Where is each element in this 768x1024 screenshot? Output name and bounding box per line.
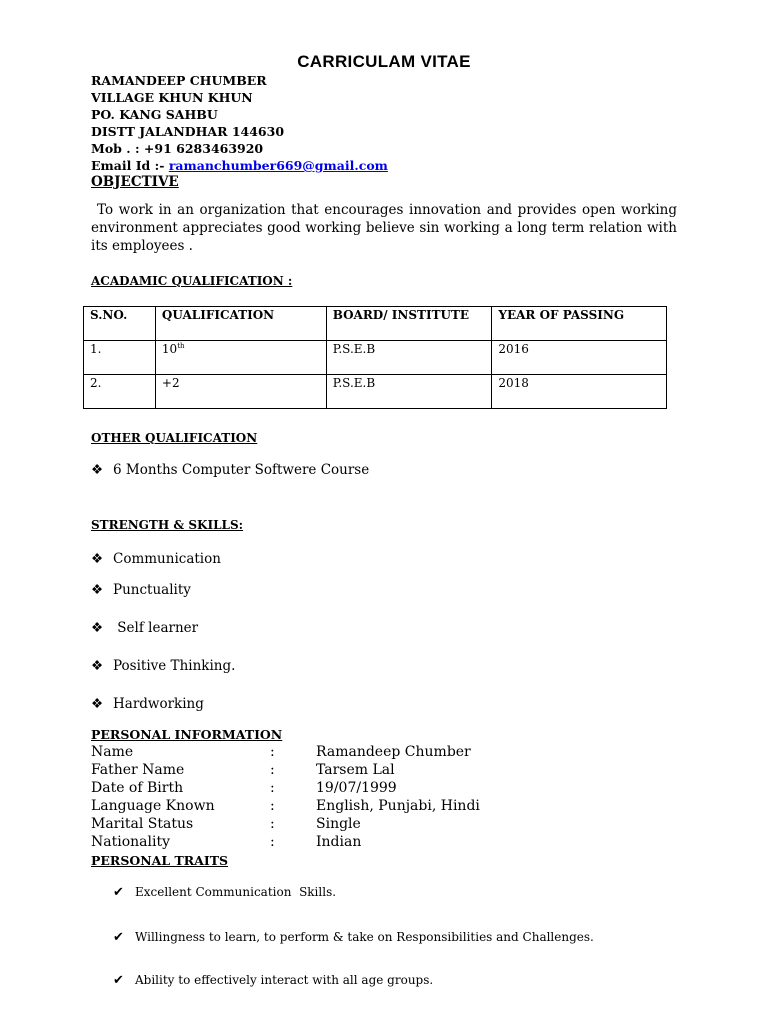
cell-qualification [155,341,326,375]
cell-sno: 1. [84,341,156,375]
info-colon: : [270,816,275,832]
list-item-text: Punctuality [113,582,191,598]
info-label-language: Language Known [91,798,215,814]
cell-board: P.S.E.B [326,341,492,375]
academic-heading: ACADAMIC QUALIFICATION : [91,274,293,288]
info-value-marital-status: Single [316,816,361,832]
table-row [84,375,667,409]
list-item-text: Communication [113,551,221,567]
cell-year: 2018 [492,375,667,409]
checkmark-icon: ✔ [113,930,124,945]
info-value-father-name: Tarsem Lal [316,762,395,778]
qualification-superscript: th [177,342,185,350]
other-qualification-heading: OTHER QUALIFICATION [91,431,258,445]
list-item-text: Hardworking [113,696,204,712]
column-header-board: BOARD/ INSTITUTE [326,307,492,341]
list-item-text: Positive Thinking. [113,658,236,674]
list-item [113,885,336,900]
objective-text: To work in an organization that encourages innovation and provides open working environment appreciates good working believe sin working a long term relation with its employees . [91,202,677,254]
diamond-bullet-icon: ❖ [91,620,104,636]
diamond-bullet-icon: ❖ [91,582,104,598]
list-item [91,582,191,598]
list-item-text: Excellent Communication Skills. [135,885,337,899]
academic-table [83,306,667,409]
info-value-nationality: Indian [316,834,362,850]
info-colon: : [270,780,275,796]
column-header-sno: S.NO. [84,307,156,341]
diamond-bullet-icon: ❖ [91,462,104,478]
info-colon: : [270,744,275,760]
table-row [84,341,667,375]
info-label-father-name: Father Name [91,762,185,778]
objective-heading: OBJECTIVE [91,174,179,190]
info-value-language: English, Punjabi, Hindi [316,798,480,814]
checkmark-icon: ✔ [113,973,124,988]
info-colon: : [270,762,275,778]
email-label: Email Id :- [91,158,165,173]
list-item-text: Self learner [113,620,199,636]
info-label-name: Name [91,744,134,760]
address-line-3: DISTT JALANDHAR 144630 [91,124,285,139]
column-header-qualification: QUALIFICATION [155,307,326,341]
info-value-name: Ramandeep Chumber [316,744,471,760]
email-link[interactable]: ramanchumber669@gmail.com [168,158,388,173]
list-item [91,462,369,478]
personal-info-heading: PERSONAL INFORMATION [91,727,283,742]
list-item [113,973,433,988]
address-line-1: VILLAGE KHUN KHUN [91,90,253,105]
info-value-dob: 19/07/1999 [316,780,397,796]
list-item [91,620,198,636]
info-label-nationality: Nationality [91,834,170,850]
mobile-number: Mob . : +91 6283463920 [91,141,264,156]
email-row [91,157,388,174]
info-colon: : [270,834,275,850]
cell-year: 2016 [492,341,667,375]
info-label-dob: Date of Birth [91,780,184,796]
diamond-bullet-icon: ❖ [91,696,104,712]
skills-heading: STRENGTH & SKILLS: [91,518,244,532]
info-label-marital-status: Marital Status [91,816,194,832]
list-item-text: Willingness to learn, to perform & take on Responsibilities and Challenges. [135,930,594,944]
cell-board: P.S.E.B [326,375,492,409]
qualification-text: 10 [161,342,178,356]
list-item [113,930,594,945]
checkmark-icon: ✔ [113,885,124,900]
list-item [91,551,221,567]
column-header-year: YEAR OF PASSING [492,307,667,341]
table-header-row [84,307,667,341]
list-item [91,696,204,712]
diamond-bullet-icon: ❖ [91,551,104,567]
diamond-bullet-icon: ❖ [91,658,104,674]
list-item-text: 6 Months Computer Softwere Course [113,462,370,478]
list-item-text: Ability to effectively interact with all age groups. [135,973,434,987]
address-line-2: PO. KANG SAHBU [91,107,218,122]
cell-sno: 2. [84,375,156,409]
candidate-name: RAMANDEEP CHUMBER [91,73,267,88]
list-item [91,658,235,674]
personal-traits-heading: PERSONAL TRAITS [91,853,229,868]
page-title: CARRICULAM VITAE [297,52,471,71]
qualification-text: +2 [161,376,180,390]
info-colon: : [270,798,275,814]
cell-qualification [155,375,326,409]
